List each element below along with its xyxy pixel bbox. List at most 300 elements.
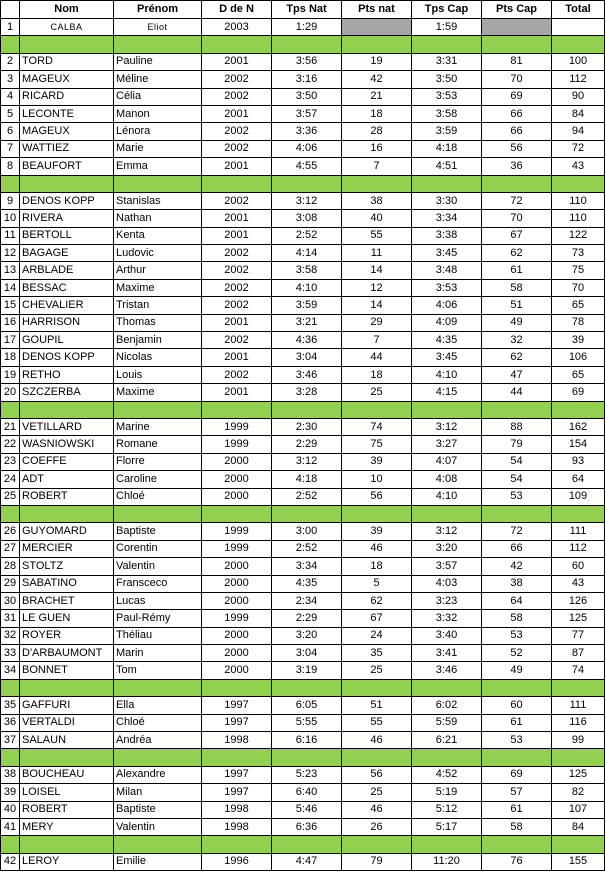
birth-year-cell: 2001: [202, 53, 272, 70]
separator-cell: [552, 749, 605, 766]
total-cell: 116: [552, 714, 605, 731]
table-row: [1, 732, 605, 749]
row-index-cell: 20: [1, 384, 20, 401]
table-row: [1, 436, 605, 453]
time-cap-cell: 4:06: [412, 297, 482, 314]
separator-cell: [114, 679, 202, 696]
separator-cell: [342, 36, 412, 53]
separator-cell: [202, 36, 272, 53]
table-row: [1, 453, 605, 470]
points-nat-cell: 35: [342, 645, 412, 662]
total-cell: 106: [552, 349, 605, 366]
separator-cell: [342, 505, 412, 522]
row-index-cell: 32: [1, 627, 20, 644]
first-name-cell: Andréa: [114, 732, 202, 749]
time-cap-cell: 4:08: [412, 471, 482, 488]
separator-cell: [482, 175, 552, 192]
last-name-cell: WATTIEZ: [20, 140, 114, 157]
points-nat-cell: 7: [342, 158, 412, 175]
points-cap-cell: 51: [482, 297, 552, 314]
separator-cell: [20, 36, 114, 53]
birth-year-cell: 1999: [202, 540, 272, 557]
separator-cell: [482, 749, 552, 766]
time-nat-cell: 3:08: [272, 210, 342, 227]
table-row: [1, 853, 605, 870]
first-name-cell: Tristan: [114, 297, 202, 314]
points-cap-cell: 32: [482, 332, 552, 349]
separator-cell: [1, 175, 20, 192]
points-cap-cell: 72: [482, 192, 552, 209]
points-nat-cell: 39: [342, 453, 412, 470]
last-name-cell: SALAUN: [20, 732, 114, 749]
table-row: [1, 279, 605, 296]
birth-year-cell: 1999: [202, 418, 272, 435]
points-cap-cell: 57: [482, 784, 552, 801]
birth-year-cell: 2003: [202, 19, 272, 36]
total-cell: 73: [552, 245, 605, 262]
time-nat-cell: 3:16: [272, 71, 342, 88]
first-name-cell: Nathan: [114, 210, 202, 227]
header-cell: [1, 1, 20, 19]
points-cap-cell: 70: [482, 210, 552, 227]
separator-cell: [20, 749, 114, 766]
first-name-cell: Fransceco: [114, 575, 202, 592]
last-name-cell: GUYOMARD: [20, 523, 114, 540]
time-cap-cell: 6:02: [412, 697, 482, 714]
first-name-cell: Baptiste: [114, 523, 202, 540]
total-cell: 84: [552, 818, 605, 835]
separator-cell: [412, 749, 482, 766]
last-name-cell: CALBA: [20, 19, 114, 36]
separator-cell: [114, 36, 202, 53]
time-cap-cell: 3:32: [412, 610, 482, 627]
time-cap-cell: 3:59: [412, 123, 482, 140]
last-name-cell: COEFFE: [20, 453, 114, 470]
points-nat-cell: 10: [342, 471, 412, 488]
first-name-cell: Benjamin: [114, 332, 202, 349]
last-name-cell: DENOS KOPP: [20, 349, 114, 366]
total-cell: 69: [552, 384, 605, 401]
separator-row: [1, 836, 605, 853]
last-name-cell: MAGEUX: [20, 71, 114, 88]
separator-cell: [482, 836, 552, 853]
points-cap-cell: 53: [482, 627, 552, 644]
points-nat-cell: 79: [342, 853, 412, 870]
row-index-cell: 34: [1, 662, 20, 679]
first-name-cell: Florre: [114, 453, 202, 470]
total-cell: 155: [552, 853, 605, 870]
points-cap-cell: 72: [482, 523, 552, 540]
points-cap-cell: 64: [482, 592, 552, 609]
points-nat-cell: 44: [342, 349, 412, 366]
time-cap-cell: 11:20: [412, 853, 482, 870]
separator-cell: [202, 505, 272, 522]
first-name-cell: Manon: [114, 105, 202, 122]
first-name-cell: Tom: [114, 662, 202, 679]
points-nat-cell: 28: [342, 123, 412, 140]
separator-cell: [342, 836, 412, 853]
points-nat-cell: 11: [342, 245, 412, 262]
time-nat-cell: 3:46: [272, 366, 342, 383]
row-index-cell: 6: [1, 123, 20, 140]
time-nat-cell: 2:52: [272, 540, 342, 557]
row-index-cell: 13: [1, 262, 20, 279]
first-name-cell: Maxime: [114, 384, 202, 401]
time-cap-cell: 3:30: [412, 192, 482, 209]
points-nat-cell: 62: [342, 592, 412, 609]
last-name-cell: CHEVALIER: [20, 297, 114, 314]
points-nat-cell: 18: [342, 558, 412, 575]
total-cell: 100: [552, 53, 605, 70]
total-cell: 122: [552, 227, 605, 244]
row-index-cell: 14: [1, 279, 20, 296]
points-cap-cell: 38: [482, 575, 552, 592]
separator-cell: [20, 175, 114, 192]
total-cell: 84: [552, 105, 605, 122]
table-row: [1, 158, 605, 175]
last-name-cell: MERY: [20, 818, 114, 835]
separator-cell: [1, 36, 20, 53]
first-name-cell: Louis: [114, 366, 202, 383]
points-nat-cell: 56: [342, 488, 412, 505]
birth-year-cell: 2000: [202, 453, 272, 470]
birth-year-cell: 2002: [202, 140, 272, 157]
points-cap-cell: 53: [482, 488, 552, 505]
table-row: [1, 192, 605, 209]
points-cap-cell: 61: [482, 801, 552, 818]
first-name-cell: Ella: [114, 697, 202, 714]
time-nat-cell: 3:56: [272, 53, 342, 70]
last-name-cell: RETHO: [20, 366, 114, 383]
row-index-cell: 35: [1, 697, 20, 714]
table-row: [1, 575, 605, 592]
row-index-cell: 27: [1, 540, 20, 557]
last-name-cell: GAFFURI: [20, 697, 114, 714]
first-name-cell: Caroline: [114, 471, 202, 488]
time-cap-cell: 4:15: [412, 384, 482, 401]
table-row: [1, 801, 605, 818]
points-cap-cell: 47: [482, 366, 552, 383]
table-row: [1, 366, 605, 383]
points-nat-cell: 25: [342, 784, 412, 801]
time-nat-cell: 6:05: [272, 697, 342, 714]
last-name-cell: ROYER: [20, 627, 114, 644]
last-name-cell: LECONTE: [20, 105, 114, 122]
last-name-cell: BESSAC: [20, 279, 114, 296]
last-name-cell: ROBERT: [20, 488, 114, 505]
time-cap-cell: 5:19: [412, 784, 482, 801]
points-cap-cell: 44: [482, 384, 552, 401]
separator-cell: [202, 175, 272, 192]
row-index-cell: 29: [1, 575, 20, 592]
row-index-cell: 23: [1, 453, 20, 470]
birth-year-cell: 2002: [202, 88, 272, 105]
separator-cell: [1, 749, 20, 766]
table-row: [1, 662, 605, 679]
time-cap-cell: 3:45: [412, 349, 482, 366]
total-cell: 64: [552, 471, 605, 488]
time-cap-cell: 5:12: [412, 801, 482, 818]
separator-cell: [20, 401, 114, 418]
time-cap-cell: 3:53: [412, 279, 482, 296]
time-cap-cell: 4:09: [412, 314, 482, 331]
birth-year-cell: 1998: [202, 801, 272, 818]
row-index-cell: 5: [1, 105, 20, 122]
total-cell: 110: [552, 210, 605, 227]
separator-cell: [412, 401, 482, 418]
points-nat-cell: 14: [342, 262, 412, 279]
time-cap-cell: 3:58: [412, 105, 482, 122]
first-name-cell: Romane: [114, 436, 202, 453]
last-name-cell: WASNIOWSKI: [20, 436, 114, 453]
points-cap-cell: 81: [482, 53, 552, 70]
points-cap-cell: [482, 19, 552, 36]
points-nat-cell: 14: [342, 297, 412, 314]
points-nat-cell: 46: [342, 540, 412, 557]
time-cap-cell: 3:34: [412, 210, 482, 227]
birth-year-cell: 2000: [202, 645, 272, 662]
birth-year-cell: 2002: [202, 123, 272, 140]
birth-year-cell: 1997: [202, 784, 272, 801]
total-cell: 126: [552, 592, 605, 609]
total-cell: 82: [552, 784, 605, 801]
points-nat-cell: 42: [342, 71, 412, 88]
time-nat-cell: 4:47: [272, 853, 342, 870]
first-name-cell: Arthur: [114, 262, 202, 279]
points-nat-cell: 38: [342, 192, 412, 209]
header-cell: Tps Cap: [412, 1, 482, 19]
table-row: [1, 297, 605, 314]
birth-year-cell: 1997: [202, 714, 272, 731]
separator-cell: [202, 836, 272, 853]
separator-cell: [412, 679, 482, 696]
first-name-cell: Emma: [114, 158, 202, 175]
header-row: [1, 1, 605, 19]
time-nat-cell: 2:30: [272, 418, 342, 435]
time-cap-cell: 4:35: [412, 332, 482, 349]
total-cell: 39: [552, 332, 605, 349]
separator-row: [1, 401, 605, 418]
table-row: [1, 262, 605, 279]
total-cell: 112: [552, 540, 605, 557]
total-cell: 60: [552, 558, 605, 575]
row-index-cell: 41: [1, 818, 20, 835]
last-name-cell: VERTALDI: [20, 714, 114, 731]
points-nat-cell: 19: [342, 53, 412, 70]
points-cap-cell: 54: [482, 471, 552, 488]
time-cap-cell: 3:23: [412, 592, 482, 609]
birth-year-cell: 2000: [202, 558, 272, 575]
time-cap-cell: 4:03: [412, 575, 482, 592]
time-nat-cell: 4:10: [272, 279, 342, 296]
time-cap-cell: 4:51: [412, 158, 482, 175]
table-row: [1, 488, 605, 505]
separator-cell: [482, 679, 552, 696]
points-nat-cell: 18: [342, 105, 412, 122]
separator-cell: [272, 175, 342, 192]
last-name-cell: DENOS KOPP: [20, 192, 114, 209]
separator-cell: [552, 401, 605, 418]
separator-cell: [412, 505, 482, 522]
points-cap-cell: 79: [482, 436, 552, 453]
points-nat-cell: 24: [342, 627, 412, 644]
birth-year-cell: 2001: [202, 158, 272, 175]
row-index-cell: 33: [1, 645, 20, 662]
total-cell: 43: [552, 575, 605, 592]
time-nat-cell: 5:46: [272, 801, 342, 818]
total-cell: 77: [552, 627, 605, 644]
points-cap-cell: 53: [482, 732, 552, 749]
points-cap-cell: 61: [482, 714, 552, 731]
separator-cell: [202, 749, 272, 766]
total-cell: 72: [552, 140, 605, 157]
birth-year-cell: 2001: [202, 210, 272, 227]
total-cell: 111: [552, 697, 605, 714]
table-row: [1, 558, 605, 575]
header-cell: Total: [552, 1, 605, 19]
separator-cell: [412, 36, 482, 53]
time-nat-cell: 3:12: [272, 453, 342, 470]
points-nat-cell: 21: [342, 88, 412, 105]
row-index-cell: 10: [1, 210, 20, 227]
time-cap-cell: 3:53: [412, 88, 482, 105]
row-index-cell: 19: [1, 366, 20, 383]
table-row: [1, 627, 605, 644]
points-cap-cell: 49: [482, 662, 552, 679]
birth-year-cell: 1999: [202, 523, 272, 540]
time-cap-cell: 3:57: [412, 558, 482, 575]
separator-row: [1, 36, 605, 53]
birth-year-cell: 2002: [202, 332, 272, 349]
first-name-cell: Célia: [114, 88, 202, 105]
points-cap-cell: 61: [482, 262, 552, 279]
total-cell: 65: [552, 297, 605, 314]
birth-year-cell: 2002: [202, 245, 272, 262]
separator-cell: [552, 505, 605, 522]
time-cap-cell: 3:46: [412, 662, 482, 679]
row-index-cell: 26: [1, 523, 20, 540]
last-name-cell: RICARD: [20, 88, 114, 105]
time-nat-cell: 3:04: [272, 645, 342, 662]
points-cap-cell: 52: [482, 645, 552, 662]
time-cap-cell: 3:48: [412, 262, 482, 279]
birth-year-cell: 2001: [202, 384, 272, 401]
birth-year-cell: 1998: [202, 732, 272, 749]
points-cap-cell: 58: [482, 279, 552, 296]
separator-row: [1, 505, 605, 522]
first-name-cell: Ludovic: [114, 245, 202, 262]
total-cell: 125: [552, 766, 605, 783]
first-name-cell: Lénora: [114, 123, 202, 140]
time-cap-cell: 3:50: [412, 71, 482, 88]
last-name-cell: ROBERT: [20, 801, 114, 818]
points-nat-cell: 74: [342, 418, 412, 435]
last-name-cell: TORD: [20, 53, 114, 70]
table-row: [1, 140, 605, 157]
table-row: [1, 19, 605, 36]
birth-year-cell: 2002: [202, 262, 272, 279]
separator-cell: [272, 749, 342, 766]
first-name-cell: Méline: [114, 71, 202, 88]
separator-cell: [1, 505, 20, 522]
table-row: [1, 645, 605, 662]
time-cap-cell: 3:38: [412, 227, 482, 244]
header-cell: D de N: [202, 1, 272, 19]
first-name-cell: Emilie: [114, 853, 202, 870]
first-name-cell: Marine: [114, 418, 202, 435]
points-cap-cell: 67: [482, 227, 552, 244]
points-nat-cell: 39: [342, 523, 412, 540]
time-nat-cell: 3:34: [272, 558, 342, 575]
last-name-cell: LEROY: [20, 853, 114, 870]
first-name-cell: Marie: [114, 140, 202, 157]
table-row: [1, 592, 605, 609]
separator-cell: [552, 679, 605, 696]
first-name-cell: Corentin: [114, 540, 202, 557]
time-cap-cell: 5:59: [412, 714, 482, 731]
first-name-cell: Valentin: [114, 558, 202, 575]
separator-row: [1, 175, 605, 192]
row-index-cell: 17: [1, 332, 20, 349]
birth-year-cell: 2002: [202, 279, 272, 296]
time-nat-cell: 3:00: [272, 523, 342, 540]
time-nat-cell: 3:20: [272, 627, 342, 644]
separator-cell: [552, 836, 605, 853]
total-cell: 94: [552, 123, 605, 140]
last-name-cell: BRACHET: [20, 592, 114, 609]
birth-year-cell: 1996: [202, 853, 272, 870]
total-cell: 107: [552, 801, 605, 818]
time-cap-cell: 5:17: [412, 818, 482, 835]
separator-cell: [114, 175, 202, 192]
birth-year-cell: 2001: [202, 227, 272, 244]
time-cap-cell: 3:40: [412, 627, 482, 644]
time-cap-cell: 4:10: [412, 366, 482, 383]
birth-year-cell: 1999: [202, 436, 272, 453]
birth-year-cell: 2000: [202, 627, 272, 644]
birth-year-cell: 2000: [202, 488, 272, 505]
total-cell: [552, 19, 605, 36]
total-cell: 110: [552, 192, 605, 209]
separator-cell: [412, 175, 482, 192]
birth-year-cell: 2000: [202, 575, 272, 592]
row-index-cell: 30: [1, 592, 20, 609]
row-index-cell: 40: [1, 801, 20, 818]
total-cell: 87: [552, 645, 605, 662]
time-nat-cell: 3:58: [272, 262, 342, 279]
separator-cell: [342, 401, 412, 418]
points-nat-cell: 18: [342, 366, 412, 383]
row-index-cell: 11: [1, 227, 20, 244]
time-cap-cell: 3:20: [412, 540, 482, 557]
table-row: [1, 540, 605, 557]
row-index-cell: 18: [1, 349, 20, 366]
row-index-cell: 22: [1, 436, 20, 453]
table-row: [1, 766, 605, 783]
separator-cell: [202, 401, 272, 418]
birth-year-cell: 2001: [202, 349, 272, 366]
separator-cell: [482, 36, 552, 53]
points-nat-cell: 67: [342, 610, 412, 627]
table-row: [1, 714, 605, 731]
last-name-cell: GOUPIL: [20, 332, 114, 349]
time-nat-cell: 3:28: [272, 384, 342, 401]
points-nat-cell: 46: [342, 801, 412, 818]
time-cap-cell: 3:27: [412, 436, 482, 453]
last-name-cell: HARRISON: [20, 314, 114, 331]
time-nat-cell: 3:57: [272, 105, 342, 122]
table-row: [1, 227, 605, 244]
